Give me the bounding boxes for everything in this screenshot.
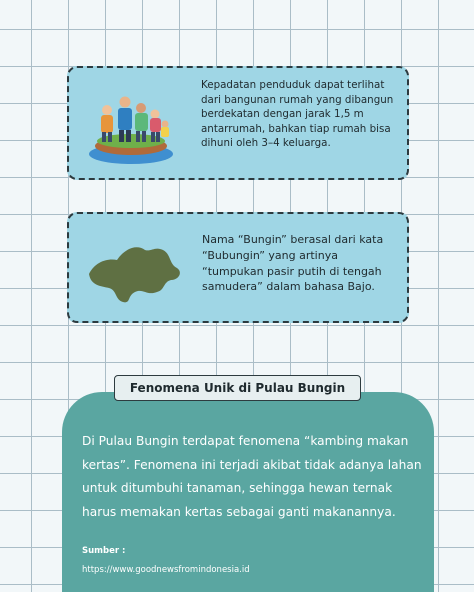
name-origin-description: Nama “Bungin” berasal dari kata “Bubungin” yang artinya “tumpukan pasir putih di tengah samudera” dalam bahasa Bajo. (202, 233, 384, 294)
info-card-name-origin (67, 212, 409, 323)
island-map-illustration (85, 238, 185, 308)
source-label: Sumber : (82, 546, 126, 556)
section-title: Fenomena Unik di Pulau Bungin (114, 375, 361, 401)
family-on-island-illustration (85, 80, 177, 170)
population-description: Kepadatan penduduk dapat terlihat dari bangunan rumah yang dibangun berdekatan dengan jarak 1,5 m antarrumah, bahkan tiap rumah bisa dihuni oleh 3–4 keluarga. (201, 79, 394, 150)
info-card-population (67, 66, 409, 180)
source-url[interactable]: https://www.goodnewsfromindonesia.id (82, 565, 250, 575)
phenomenon-description: Di Pulau Bungin terdapat fenomena “kambing makan kertas”. Fenomena ini terjadi akibat tidak adanya lahan untuk ditumbuhi tanaman, sehingga hewan ternak harus memakan kertas sebagai ganti makanannya. (82, 434, 422, 519)
